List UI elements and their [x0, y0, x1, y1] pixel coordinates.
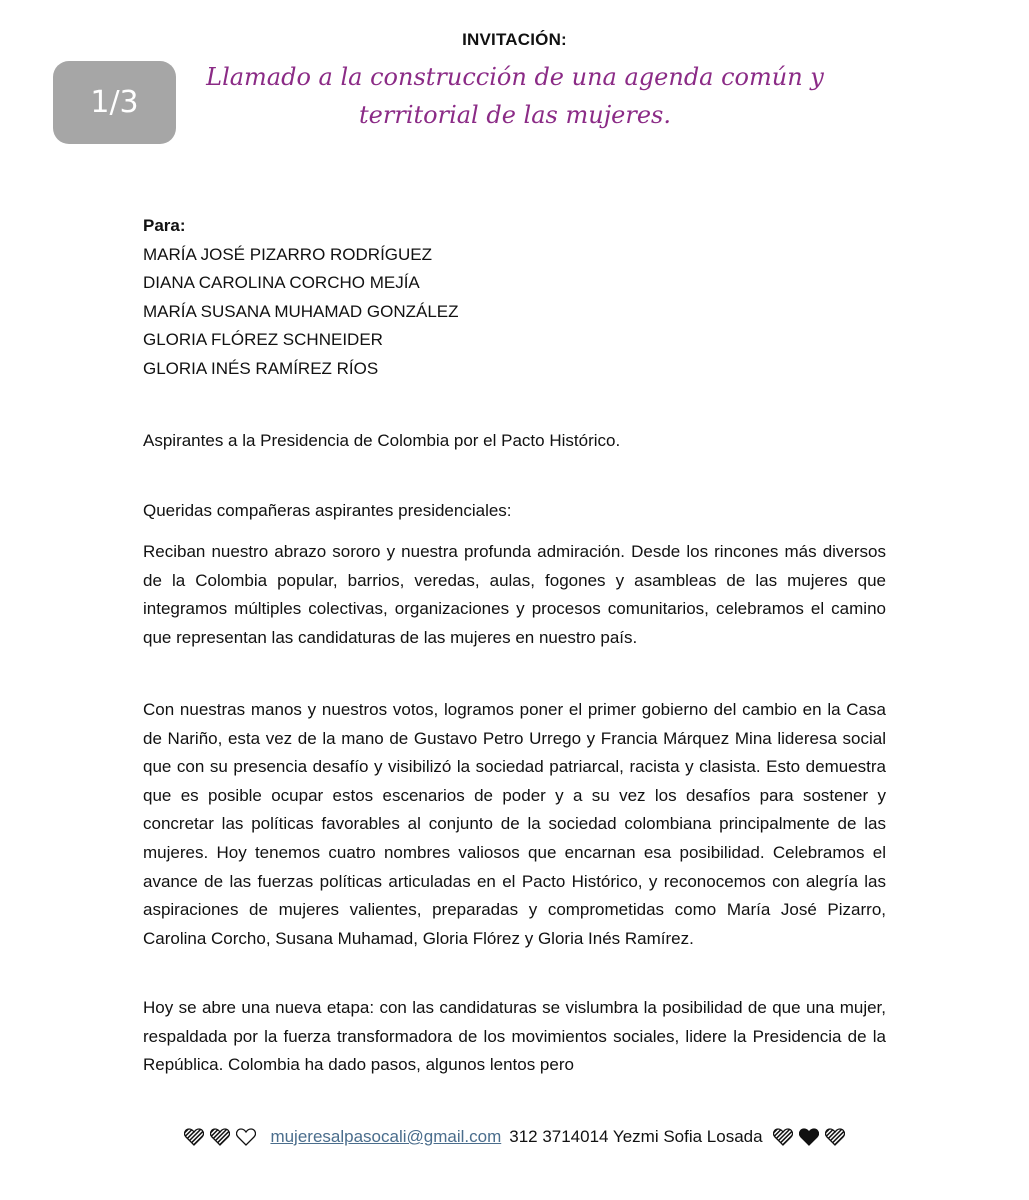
striped-heart-icon	[184, 1128, 204, 1146]
striped-heart-icon	[210, 1128, 230, 1146]
striped-heart-icon	[773, 1128, 793, 1146]
right-hearts	[773, 1128, 845, 1146]
recipient-name: DIANA CAROLINA CORCHO MEJÍA	[143, 273, 420, 293]
recipient-name: MARÍA JOSÉ PIZARRO RODRÍGUEZ	[143, 244, 433, 264]
striped-heart-icon	[825, 1128, 845, 1146]
aspirantes-line: Aspirantes a la Presidencia de Colombia por el Pacto Histórico.	[143, 431, 621, 450]
paragraph: Hoy se abre una nueva etapa: con las candidaturas se vislumbra la posibilidad de que una mujer, respaldada por la fuerza transformadora de los movimientos sociales, lidere la Presidencia de la República. Colombia ha dado pasos, algunos lentos pero	[143, 998, 886, 1075]
paragraph: Reciban nuestro abrazo sororo y nuestra profunda admiración. Desde los rincones más diversos de la Colombia popular, barrios, veredas, aulas, fogones y asambleas de las mujeres que integramos múltiples colectivas, organizaciones y procesos comunitarios, celebramos el camino que representan las candidaturas de las mujeres en nuestro país.	[143, 542, 886, 647]
invitation-label: INVITACIÓN:	[462, 30, 567, 49]
black-heart-icon	[799, 1128, 819, 1146]
footer	[0, 1127, 1029, 1147]
paragraph: Con nuestras manos y nuestros votos, logramos poner el primer gobierno del cambio en la Casa de Nariño, esta vez de la mano de Gustavo Petro Urrego y Francia Márquez Mina lideresa social que con su presencia desafío y visibilizó la sociedad patriarcal, racista y clasista. Esto demuestra que es posible ocupar estos escenarios de poder y a su vez los desafíos para sostener y concretar las políticas favorables al conjunto de la sociedad colombiana principalmente de las mujeres. Hoy tenemos cuatro nombres valiosos que encarnan esa posibilidad. Celebramos el avance de las fuerzas políticas articuladas en el Pacto Histórico, y reconocemos con alegría las aspiraciones de mujeres valientes, preparadas y comprometidas como María José Pizarro, Carolina Corcho, Susana Muhamad, Gloria Flórez y Gloria Inés Ramírez.	[143, 700, 886, 948]
page-indicator-badge	[53, 61, 176, 144]
recipient-name: MARÍA SUSANA MUHAMAD GONZÁLEZ	[143, 301, 459, 321]
outline-heart-icon	[236, 1128, 256, 1146]
recipients-block	[143, 212, 886, 384]
greeting-line: Queridas compañeras aspirantes presidenciales:	[143, 501, 512, 520]
recipients-label: Para:	[143, 216, 186, 235]
document-title: Llamado a la construcción de una agenda común y territorial de las mujeres.	[206, 63, 824, 129]
page-indicator-text: 1/3	[90, 85, 139, 120]
left-hearts	[184, 1128, 256, 1146]
recipient-name: GLORIA INÉS RAMÍREZ RÍOS	[143, 358, 379, 378]
email-link[interactable]: mujeresalpasocali@gmail.com	[270, 1127, 502, 1146]
recipient-name: GLORIA FLÓREZ SCHNEIDER	[143, 330, 383, 350]
contact-text: 312 3714014 Yezmi Sofia Losada	[509, 1127, 763, 1146]
